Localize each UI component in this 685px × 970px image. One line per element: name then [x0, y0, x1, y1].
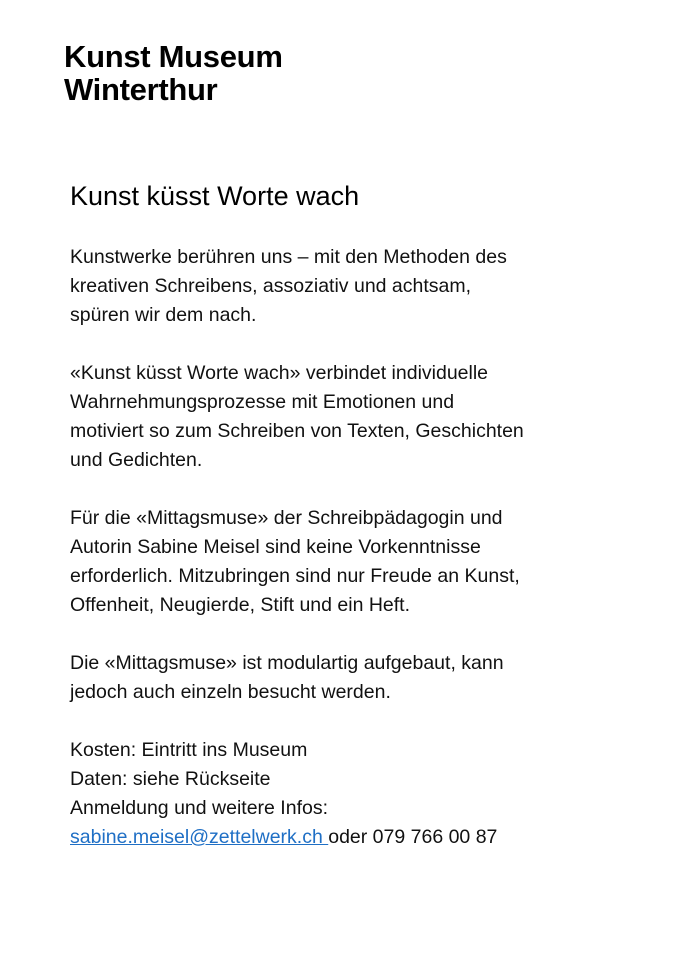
dates-text: Daten: siehe Rückseite [70, 768, 271, 790]
text-line: Offenheit, Neugierde, Stift und ein Heft. [70, 594, 411, 616]
text-line: spüren wir dem nach. [70, 304, 257, 326]
text-line: Die «Mittagsmuse» ist modulartig aufgebaut, kann [70, 652, 504, 674]
museum-logo [64, 40, 283, 106]
paragraph-intro [70, 243, 650, 330]
text-line: Autorin Sabine Meisel sind keine Vorkenntnisse [70, 536, 481, 558]
paragraph-requirements [70, 504, 650, 620]
text-line: jedoch auch einzeln besucht werden. [70, 681, 391, 703]
text-line: Wahrnehmungsprozesse mit Emotionen und [70, 391, 455, 413]
text-line: erforderlich. Mitzubringen sind nur Freude an Kunst, [70, 565, 520, 587]
text-line: Für die «Mittagsmuse» der Schreibpädagogin und [70, 507, 503, 529]
text-line: Kunstwerke berühren uns – mit den Methoden des [70, 246, 507, 268]
text-line: motiviert so zum Schreiben von Texten, Geschichten [70, 420, 524, 442]
text-line: «Kunst küsst Worte wach» verbindet individuelle [70, 362, 489, 384]
text-line: kreativen Schreibens, assoziativ und achtsam, [70, 275, 472, 297]
paragraph-structure [70, 649, 650, 707]
registration-text: Anmeldung und weitere Infos: [70, 797, 328, 819]
info-block [70, 736, 650, 852]
phone-text: oder 079 766 00 87 [328, 826, 498, 848]
body-text [70, 243, 650, 881]
text-line: und Gedichten. [70, 449, 203, 471]
costs-text: Kosten: Eintritt ins Museum [70, 739, 308, 761]
logo-line-2: Winterthur [64, 72, 218, 107]
email-link[interactable]: sabine.meisel@zettelwerk.ch [70, 826, 329, 848]
contact-line [70, 823, 650, 852]
paragraph-description [70, 359, 650, 475]
page-title: Kunst küsst Worte wach [70, 181, 360, 211]
logo-line-1: Kunst Museum [64, 39, 283, 74]
